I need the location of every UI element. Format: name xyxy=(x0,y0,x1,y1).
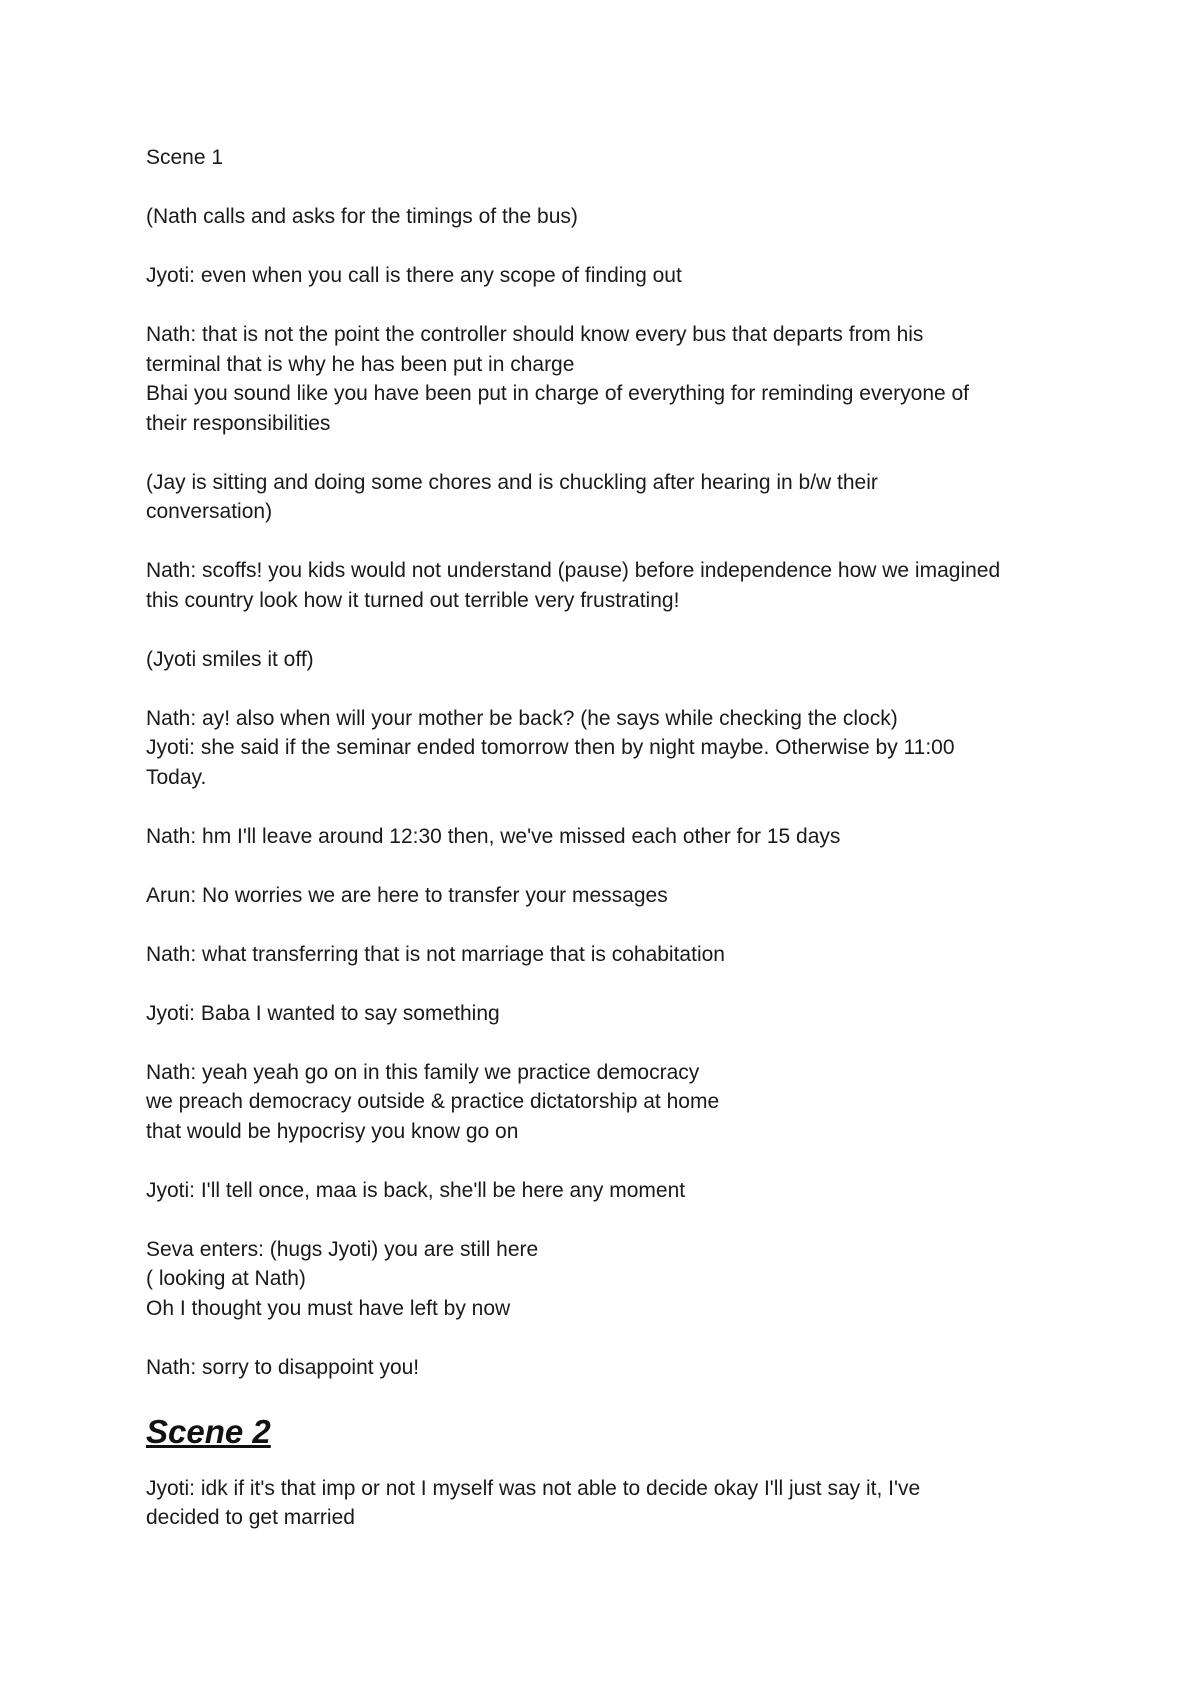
script-paragraph xyxy=(146,645,1066,675)
script-line: Scene 1 xyxy=(146,146,224,169)
script-line: this country look how it turned out terrible very frustrating! xyxy=(146,588,680,612)
script-paragraph xyxy=(146,1353,1066,1383)
script-line: Seva enters: (hugs Jyoti) you are still here xyxy=(146,1237,539,1261)
script-line: Nath: yeah yeah go on in this family we practice democracy xyxy=(146,1060,700,1084)
script-line: ( looking at Nath) xyxy=(146,1267,306,1290)
script-paragraph xyxy=(146,1235,1066,1324)
script-paragraph xyxy=(146,940,1066,970)
script-line: terminal that is why he has been put in charge xyxy=(146,352,575,376)
script-paragraph xyxy=(146,999,1066,1029)
document-body xyxy=(146,143,1066,1562)
script-paragraph xyxy=(146,1176,1066,1206)
script-paragraph xyxy=(146,1058,1066,1147)
script-line: we preach democracy outside & practice dictatorship at home xyxy=(146,1090,720,1113)
script-paragraph xyxy=(146,261,1066,291)
scene-heading: Scene 2 xyxy=(146,1412,271,1450)
script-line: Nath: ay! also when will your mother be back? (he says while checking the clock) xyxy=(146,706,898,730)
script-line: Nath: what transferring that is not marriage that is cohabitation xyxy=(146,942,725,966)
script-line: Nath: sorry to disappoint you! xyxy=(146,1355,420,1379)
script-paragraph xyxy=(146,143,1066,173)
script-line: Arun: No worries we are here to transfer your messages xyxy=(146,883,668,907)
script-line: Oh I thought you must have left by now xyxy=(146,1296,511,1320)
script-line: Nath: hm I'll leave around 12:30 then, we've missed each other for 15 days xyxy=(146,824,841,848)
script-paragraph xyxy=(146,881,1066,911)
script-line: (Nath calls and asks for the timings of the bus) xyxy=(146,205,578,228)
script-line: Jyoti: she said if the seminar ended tomorrow then by night maybe. Otherwise by 11:00 xyxy=(146,736,955,759)
script-paragraph xyxy=(146,320,1066,438)
script-line: (Jyoti smiles it off) xyxy=(146,647,314,671)
script-paragraph xyxy=(146,468,1066,527)
script-line: decided to get married xyxy=(146,1506,355,1529)
script-paragraph xyxy=(146,556,1066,615)
script-line: their responsibilities xyxy=(146,411,331,435)
script-line: Nath: that is not the point the controller should know every bus that departs from his xyxy=(146,323,924,346)
script-paragraph xyxy=(146,822,1066,852)
script-paragraph xyxy=(146,704,1066,793)
script-line: Today. xyxy=(146,765,207,789)
script-line: Jyoti: Baba I wanted to say something xyxy=(146,1001,500,1025)
script-paragraph xyxy=(146,202,1066,232)
script-line: Bhai you sound like you have been put in charge of everything for reminding everyone of xyxy=(146,382,970,405)
script-line: conversation) xyxy=(146,500,273,523)
script-line: Jyoti: even when you call is there any scope of finding out xyxy=(146,264,682,287)
script-line: Jyoti: idk if it's that imp or not I myself was not able to decide okay I'll just say it, I've xyxy=(146,1476,921,1500)
script-line: Nath: scoffs! you kids would not understand (pause) before independence how we imagined xyxy=(146,559,1001,582)
script-line: that would be hypocrisy you know go on xyxy=(146,1119,519,1143)
script-line: Jyoti: I'll tell once, maa is back, she'll be here any moment xyxy=(146,1178,686,1202)
script-line: (Jay is sitting and doing some chores and is chuckling after hearing in b/w their xyxy=(146,470,878,494)
script-paragraph xyxy=(146,1474,1066,1533)
